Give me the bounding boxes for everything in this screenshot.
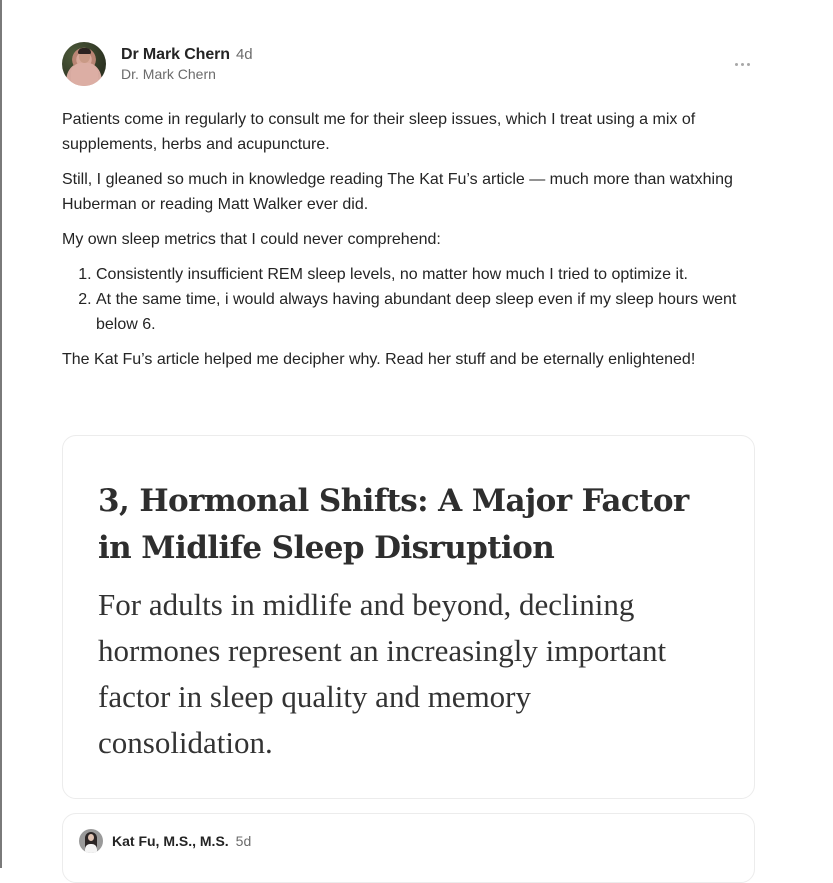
quote-title: 3, Hormonal Shifts: A Major Factor in Midlife Sleep Disruption [98, 483, 689, 566]
referenced-author-avatar[interactable] [79, 829, 103, 853]
metrics-list [96, 262, 754, 337]
post-header [62, 38, 754, 90]
post-body [62, 107, 754, 372]
author-block [121, 46, 253, 82]
referenced-post-header [79, 829, 738, 853]
list-item: 1. Consistently insufficient REM sleep levels, no matter how much I tried to optimize it. [96, 262, 754, 287]
quoted-article-card[interactable] [62, 435, 755, 799]
left-border-line [0, 0, 2, 868]
referenced-post-card[interactable] [62, 813, 755, 883]
author-handle[interactable]: Dr. Mark Chern [121, 66, 216, 82]
more-horizontal-icon [735, 63, 738, 66]
avatar-hair [78, 48, 91, 54]
avatar-body [85, 844, 97, 853]
author-avatar[interactable] [62, 42, 106, 86]
referenced-author-name[interactable]: Kat Fu, M.S., M.S. [112, 833, 229, 849]
post-paragraph: Still, I gleaned so much in knowledge reading The Kat Fu’s article — much more than watxhing Huberman or reading Matt Walker ever did. [62, 171, 733, 213]
avatar-body [71, 63, 98, 86]
more-options-button[interactable] [730, 56, 754, 72]
more-horizontal-icon [741, 63, 744, 66]
post-timestamp[interactable]: 4d [235, 46, 253, 63]
quote-subtitle: For adults in midlife and beyond, declining hormones represent an increasingly important factor in sleep quality and memory consolidation. [98, 587, 667, 760]
post [62, 38, 754, 382]
post-closing: The Kat Fu’s article helped me decipher why. Read her stuff and be eternally enlightened! [62, 351, 696, 368]
list-item: 2. At the same time, i would always having abundant deep sleep even if my sleep hours went below 6. [96, 287, 754, 337]
author-line [121, 46, 253, 64]
post-paragraph: My own sleep metrics that I could never comprehend: [62, 231, 441, 248]
avatar-face [88, 834, 94, 841]
referenced-post-timestamp[interactable]: 5d [235, 833, 252, 849]
more-horizontal-icon [747, 63, 750, 66]
post-paragraph: Patients come in regularly to consult me for their sleep issues, which I treat using a mix of supplements, herbs and acupuncture. [62, 111, 696, 153]
author-name[interactable]: Dr Mark Chern [121, 46, 230, 63]
